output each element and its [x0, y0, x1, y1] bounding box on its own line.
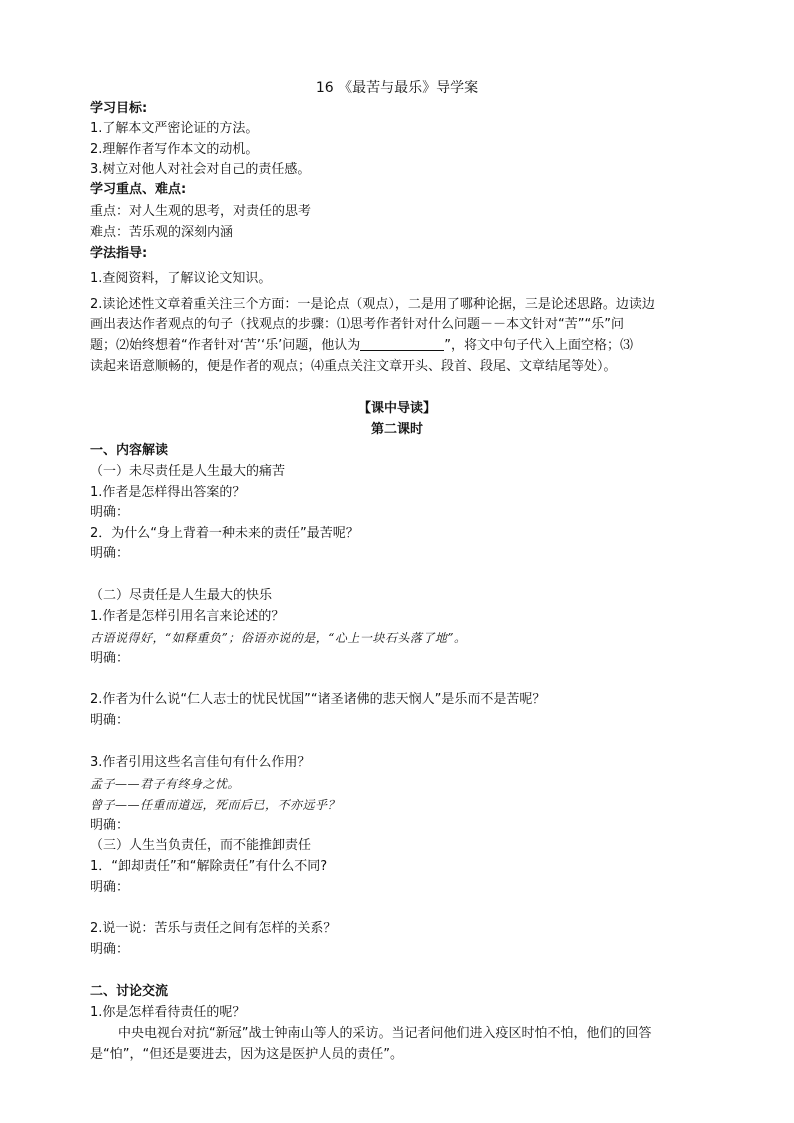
- question: 1.作者是怎样得出答案的？: [90, 485, 246, 500]
- part1-heading: 一、内容解读: [90, 443, 169, 458]
- goals-heading: 学习目标:: [90, 101, 148, 116]
- question: 2.作者为什么说“仁人志士的忧民忧国”“诸圣诸佛的悲天悯人”是乐而不是苦呢？: [90, 692, 546, 707]
- answer-label: 明确：: [90, 818, 130, 833]
- method-item-cont: 画出表达作者观点的句子（找观点的步骤：⑴思考作者针对什么问题－－本文针对“苦”“乐”问: [90, 317, 624, 332]
- sub-heading: （三）人生当负责任，而不能推卸责任: [90, 838, 312, 853]
- method-item-cont: [90, 337, 633, 355]
- key-points-heading: 学习重点、难点:: [90, 182, 187, 197]
- answer-label: 明确：: [90, 505, 130, 520]
- page-title: 16 《最苦与最乐》导学案: [315, 80, 479, 96]
- goal-item: 2.理解作者写作本文的动机。: [90, 142, 259, 157]
- answer-label: 明确：: [90, 546, 130, 561]
- fill-blank[interactable]: [360, 337, 444, 351]
- goal-item: 3.树立对他人对社会对自己的责任感。: [90, 162, 311, 177]
- answer-label: 明确：: [90, 942, 130, 957]
- question: 3.作者引用这些名言佳句有什么作用？: [90, 755, 311, 770]
- method-text: 题；⑵始终想着“作者针对‘苦’‘乐’问题，他认为: [90, 338, 361, 353]
- quote-text: 孟子——君子有终身之忧。: [90, 777, 241, 791]
- goal-item: 1.了解本文严密论证的方法。: [90, 121, 259, 136]
- answer-label: 明确：: [90, 880, 130, 895]
- method-text: ”，将文中句子代入上面空格；⑶: [444, 338, 634, 353]
- quote-text: 曾子——任重而道远，死而后已，不亦远乎？: [90, 798, 341, 812]
- method-heading: 学法指导:: [90, 246, 148, 261]
- difficulty-text: 难点：苦乐观的深刻内涵: [90, 225, 234, 240]
- sub-heading: （一）未尽责任是人生最大的痛苦: [90, 464, 286, 479]
- answer-label: 明确：: [90, 713, 130, 728]
- method-item: 2.读论述性文章着重关注三个方面：一是论点（观点），二是用了哪种论据，三是论述思路。边读边: [90, 297, 655, 312]
- question: 1．“卸却责任”和“解除责任”有什么不同?: [90, 859, 328, 874]
- paragraph-text: 是“怕”，“但还是要进去，因为这是医护人员的责任”。: [90, 1047, 403, 1062]
- paragraph-text: 中央电视台对抗“新冠”战士钟南山等人的采访。当记者问他们进入疫区时怕不怕，他们的回答: [118, 1026, 652, 1041]
- answer-label: 明确：: [90, 651, 130, 666]
- method-item-cont: 读起来语意顺畅的，便是作者的观点；⑷重点关注文章开头、段首、段尾、文章结尾等处）。: [90, 359, 617, 374]
- question: 2.说一说：苦乐与责任之间有怎样的关系？: [90, 921, 337, 936]
- quote-text: 古语说得好，“如释重负”；俗语亦说的是，“心上一块石头落了地”。: [90, 631, 467, 645]
- question: 1.作者是怎样引用名言来论述的？: [90, 609, 285, 624]
- sub-heading: （二）尽责任是人生最大的快乐: [90, 588, 273, 603]
- question: 2．为什么“身上背着一种未来的责任”最苦呢？: [90, 526, 359, 541]
- question: 1.你是怎样看待责任的呢？: [90, 1005, 246, 1020]
- part2-heading: 二、讨论交流: [90, 984, 169, 999]
- focus-text: 重点：对人生观的思考，对责任的思考: [90, 204, 312, 219]
- class-section-heading: 【课中导读】: [357, 401, 436, 416]
- method-item: 1.查阅资料，了解议论文知识。: [90, 271, 272, 286]
- class-section-subheading: 第二课时: [370, 422, 423, 437]
